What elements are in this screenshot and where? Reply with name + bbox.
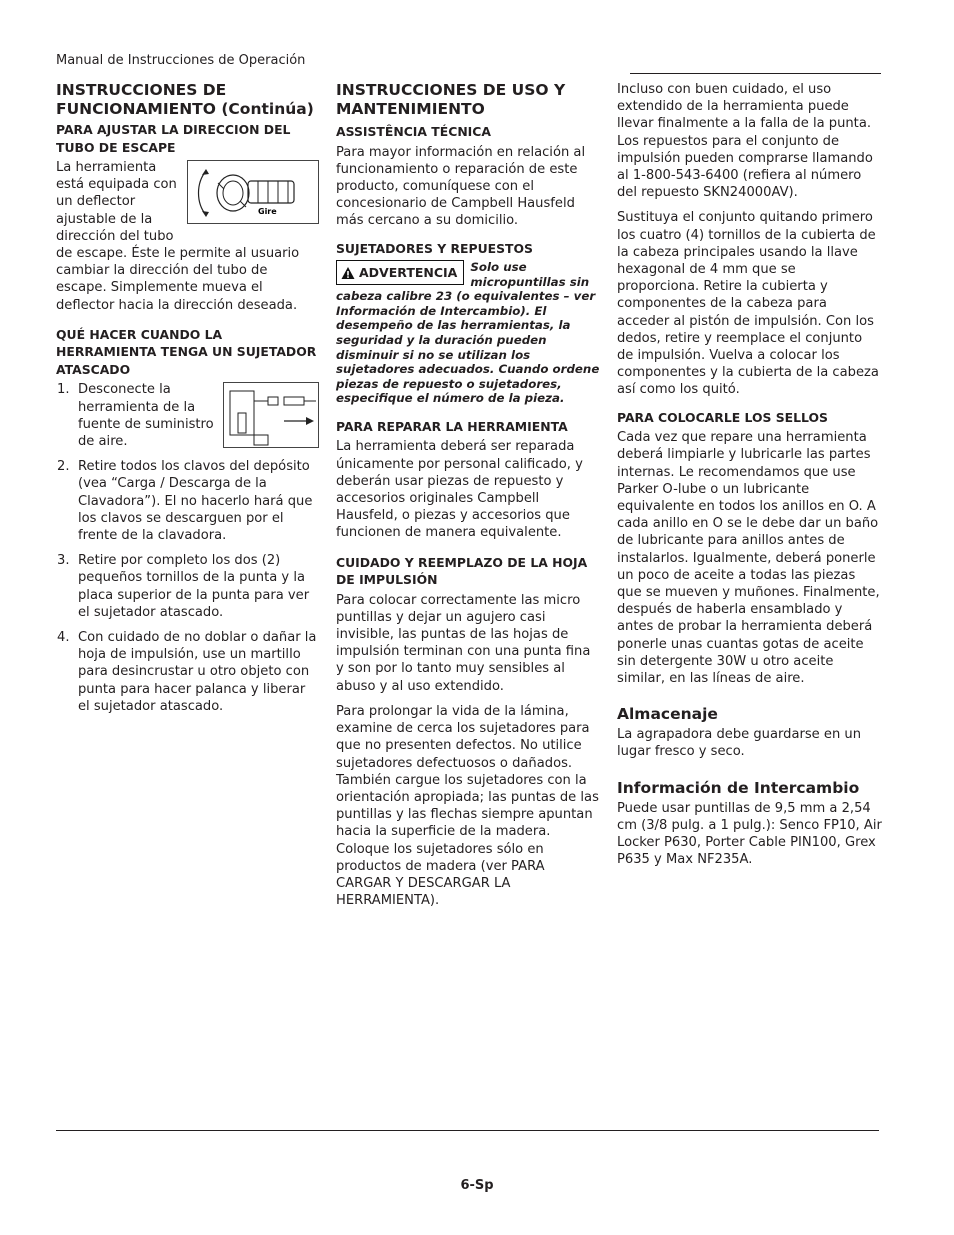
warning-block (336, 260, 600, 406)
blade-continued-paragraph-2: Sustituya el conjunto quitando primero los cuatro (4) tornillos de la cubierta de la cabeza principales usando la llave hexagonal de 4 mm que se proporciona. Retire la cubierta y componentes de la cabeza para acceder al pistón de impulsión. Con los dedos, retire y reemplace el conjunto de impulsión. Vuelva a colocar los componentes y la cubierta de la cabeza así como los quitó. (617, 210, 879, 398)
repair-paragraph: La herramienta deberá ser reparada únicamente por personal calificado, y deberán usar piezas de repuesto y accesorios originales Campbell Hausfeld, o piezas y accesorios que funcionen de manera equivalente. (336, 439, 583, 541)
column-maintenance (336, 81, 600, 917)
subheading-seals: PARA COLOCARLE LOS SELLOS (617, 409, 828, 425)
column-maintenance-continued (617, 81, 882, 876)
section-heading-operation: INSTRUCCIONES DE FUNCIONAMIENTO (Continúa) (56, 81, 314, 118)
subheading-repair: PARA REPARAR LA HERRAMIENTA (336, 418, 568, 434)
blade-continued-paragraph-1: Incluso con buen cuidado, el uso extendido de la herramienta puede llevar finalmente a la falla de la punta. Los repuestos para el conjunto de impulsión pueden comprarse llamando al 1-800-543-6400 (refiera al número del repuesto SKN24000AV). (617, 82, 873, 201)
subheading-blade: CUIDADO Y REEMPLAZO DE LA HOJA DE IMPULSIÓN (336, 554, 588, 588)
figure-label-gire: Gire (258, 207, 277, 216)
storage-paragraph: La agrapadora debe guardarse en un lugar fresco y seco. (617, 727, 862, 760)
disconnect-air-illustration (224, 383, 318, 447)
warning-badge (336, 260, 464, 285)
jam-step-number: 3. (57, 553, 70, 569)
jam-step-text: Desconecte la herramienta de la fuente de suministro de aire. (78, 382, 214, 449)
jam-steps-list (56, 381, 319, 715)
subheading-fasteners: SUJETADORES Y REPUESTOS (336, 240, 533, 256)
subheading-support: ASSISTÊNCIA TÉCNICA (336, 124, 491, 139)
column-operation (56, 81, 319, 723)
jam-step (56, 458, 319, 544)
interchange-heading: Información de Intercambio (617, 778, 860, 797)
exhaust-paragraph: La herramienta está equipada con un deflector ajustable de la dirección del tubo de escape. Éste le permite al usuario cambiar la dirección del tubo de escape. Simplemente mueva el deflector hacia la dirección deseada. (56, 160, 300, 313)
footer-rule (56, 1130, 879, 1131)
subheading-jam: QUÉ HACER CUANDO LA HERRAMIENTA TENGA UN SUJETADOR ATASCADO (56, 326, 317, 377)
jam-step-text: Retire todos los clavos del depósito (vea “Carga / Descarga de la Clavadora”). El no hacerlo hará que los clavos se descarguen por el frente de la clavadora. (78, 459, 313, 543)
manual-title: Manual de Instrucciones de Operación (56, 53, 306, 68)
exhaust-deflector-figure (187, 160, 319, 224)
jam-step (56, 629, 319, 715)
disconnect-air-figure (223, 382, 319, 448)
subheading-exhaust: PARA AJUSTAR LA DIRECCION DEL TUBO DE ESCAPE (56, 122, 291, 155)
blade-paragraph-1: Para colocar correctamente las micro puntillas y dejar un agujero casi invisible, las puntas de las hojas de impulsión terminan con una punta fina y son por lo tanto muy sensibles al abuso y al uso extendido. (336, 592, 591, 694)
seals-paragraph: Cada vez que repare una herramienta deberá limpiarle y lubricarle las partes internas. Le recomendamos que use Parker O-lube o un lubricante equivalente en todos los anillos en O. A cada anillo en O se le debe dar un baño de lubricante para anillos antes de instalarlos. Igualmente, deberá ponerle un poco de aceite a todas las piezas que se mueven y muñones. Finalmente, después de haberla ensamblado y antes de probar la herramienta deberá ponerle unas cuantas gotas de aceite sin detergente 30W u otro aceite similar, en las líneas de aire. (617, 430, 880, 686)
column-top-rule (630, 73, 881, 74)
exhaust-block (56, 159, 319, 314)
jam-step-text: Con cuidado de no doblar o dañar la hoja de impulsión, use un martillo para desincrustar u otro objeto con punta para hacer palanca y liberar el sujetador atascado. (78, 629, 317, 714)
interchange-paragraph: Puede usar puntillas de 9,5 mm a 2,54 cm (3/8 pulg. a 1 pulg.): Senco FP10, Air Locker P630, Porter Cable PIN100, Grex P635 y Max NF235A. (617, 800, 882, 868)
support-paragraph: Para mayor información en relación al funcionamiento o reparación de este producto, comuníquese con el concesionario de Campbell Hausfeld más cercano a su domicilio. (336, 144, 586, 229)
exhaust-deflector-illustration (188, 161, 318, 223)
jam-step-text: Retire por completo los dos (2) pequeños tornillos de la punta y la placa superior de la punta para ver el sujetador atascado. (78, 553, 310, 620)
blade-paragraph-2: Para prolongar la vida de la lámina, examine de cerca los sujetadores para que no presenten defectos. No utilice sujetadores defectuosos o dañados. También cargue los sujetadores con la orientación apropiada; las puntas de las puntillas y las flechas siempre apuntan hacia la superficie de la madera. Coloque los sujetadores sólo en productos de madera (ver PARA CARGAR Y DESCARGAR LA HERRAMIENTA). (336, 703, 599, 909)
section-heading-maintenance: INSTRUCCIONES DE USO Y MANTENIMIENTO (336, 81, 566, 118)
page-number: 6-Sp (460, 1178, 494, 1193)
jam-step (56, 381, 319, 450)
jam-step-number: 1. (57, 382, 70, 398)
warning-triangle-icon (341, 266, 355, 280)
warning-label: ADVERTENCIA (359, 264, 458, 280)
storage-heading: Almacenaje (617, 705, 718, 724)
warning-text: Solo use micropuntillas sin cabeza calibre 23 (o equivalentes – ver Información de Intercambio). El desempeño de las herramientas, la seguridad y la duración pueden disminuir si no se utilizan los sujetadores adecuados. Cuando ordene piezas de repuesto o sujetadores, especifique el número de la pieza. (336, 260, 600, 406)
jam-step-number: 2. (57, 459, 70, 475)
jam-step (56, 552, 319, 621)
jam-step-number: 4. (57, 629, 70, 645)
